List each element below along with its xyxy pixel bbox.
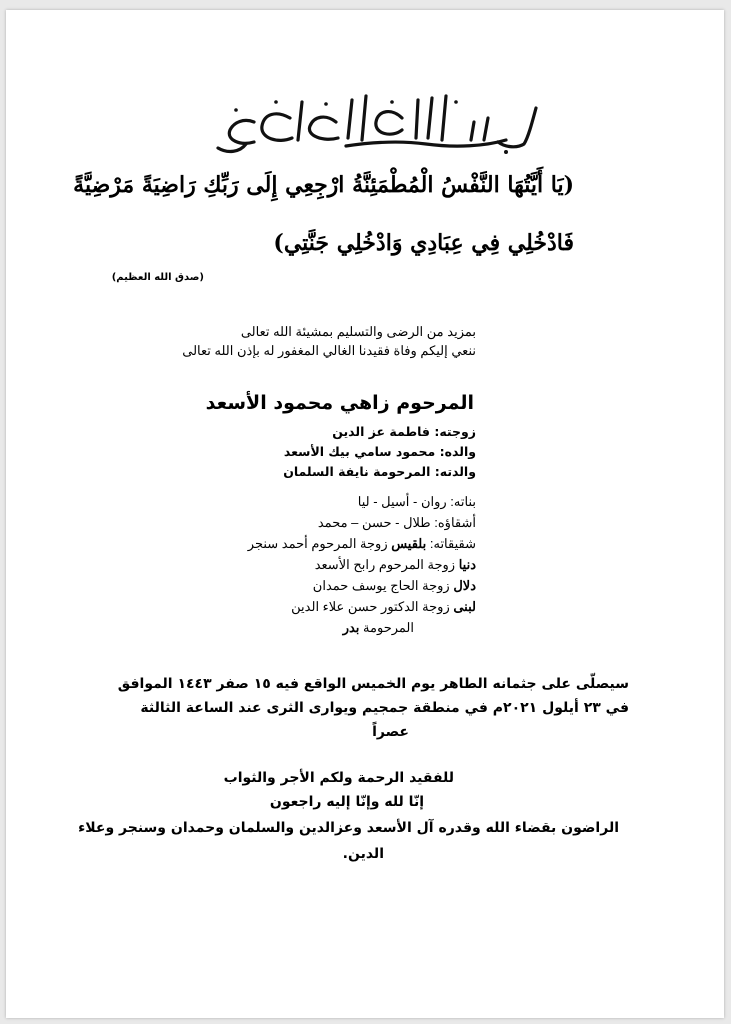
closing-line-1: للفقيد الرحمة ولكم الأجر والثواب bbox=[223, 770, 454, 786]
sisters-label: شقيقاته: bbox=[429, 536, 476, 551]
funeral-line-1: سيصلّى على جثمانه الطاهر يوم الخميس الواقع فيه ١٥ صفر ١٤٤٣ الموافق bbox=[117, 676, 629, 692]
closing-line-2: إنّا لله وإنّا إليه راجعون bbox=[269, 794, 424, 810]
daughters-line: بناته: روان - أسيل - ليا bbox=[357, 494, 476, 509]
sister-detail: زوجة المرحوم رابح الأسعد bbox=[314, 557, 456, 572]
sister-name: دنيا bbox=[458, 557, 476, 572]
intro-line-1: بمزيد من الرضى والتسليم بمشيئة الله تعالى bbox=[240, 324, 476, 339]
sister-detail: زوجة المرحوم أحمد سنجر bbox=[247, 536, 388, 551]
sister-detail: زوجة الدكتور حسن علاء الدين bbox=[291, 599, 450, 614]
sisters-line-1 bbox=[248, 536, 476, 552]
closing-line-4: الدين. bbox=[342, 846, 384, 862]
sister-name: دلال bbox=[453, 578, 476, 593]
sisters-line-2 bbox=[315, 557, 476, 573]
sister-detail: المرحومة bbox=[363, 620, 414, 635]
brothers-line: أشقاؤه: طلال - حسن – محمد bbox=[317, 515, 476, 530]
deceased-name: المرحوم زاهي محمود الأسعد bbox=[205, 392, 474, 414]
quran-verse-line-1: (يَا أَيَّتُهَا النَّفْسُ الْمُطْمَئِنَّةُ ارْجِعِي إِلَى رَبِّكِ رَاضِيَةً مَرْضِيَّةً bbox=[73, 172, 574, 198]
document-page bbox=[6, 10, 724, 1018]
sister-name: لبنى bbox=[453, 599, 476, 614]
sisters-line-5 bbox=[343, 620, 414, 636]
sister-detail: زوجة الحاج يوسف حمدان bbox=[312, 578, 450, 593]
funeral-line-3: عصراً bbox=[372, 724, 409, 740]
funeral-line-2: في ٢٣ أيلول ٢٠٢١م في منطقة جمجيم ويوارى الثرى عند الساعة الثالثة bbox=[140, 700, 629, 716]
sisters-line-3 bbox=[313, 578, 476, 594]
sister-name: بدر bbox=[342, 620, 360, 635]
sisters-line-4 bbox=[291, 599, 476, 615]
basmala-calligraphy bbox=[206, 88, 546, 158]
closing-line-3: الراضون بقضاء الله وقدره آل الأسعد وعزالدين والسلمان وحمدان وسنجر وعلاء bbox=[78, 820, 619, 836]
intro-line-2: ننعي إليكم وفاة فقيدنا الغالي المغفور له بإذن الله تعالى bbox=[182, 343, 476, 358]
verse-attribution: (صدق الله العظيم) bbox=[111, 272, 204, 283]
mother-line: والدته: المرحومة نايفة السلمان bbox=[283, 464, 476, 479]
father-line: والده: محمود سامي بيك الأسعد bbox=[283, 444, 476, 459]
sister-name: بلقيس bbox=[391, 536, 427, 551]
quran-verse-line-2: فَادْخُلِي فِي عِبَادِي وَادْخُلِي جَنَّتِي) bbox=[273, 230, 574, 256]
wife-line: زوجته: فاطمة عز الدين bbox=[332, 424, 476, 439]
